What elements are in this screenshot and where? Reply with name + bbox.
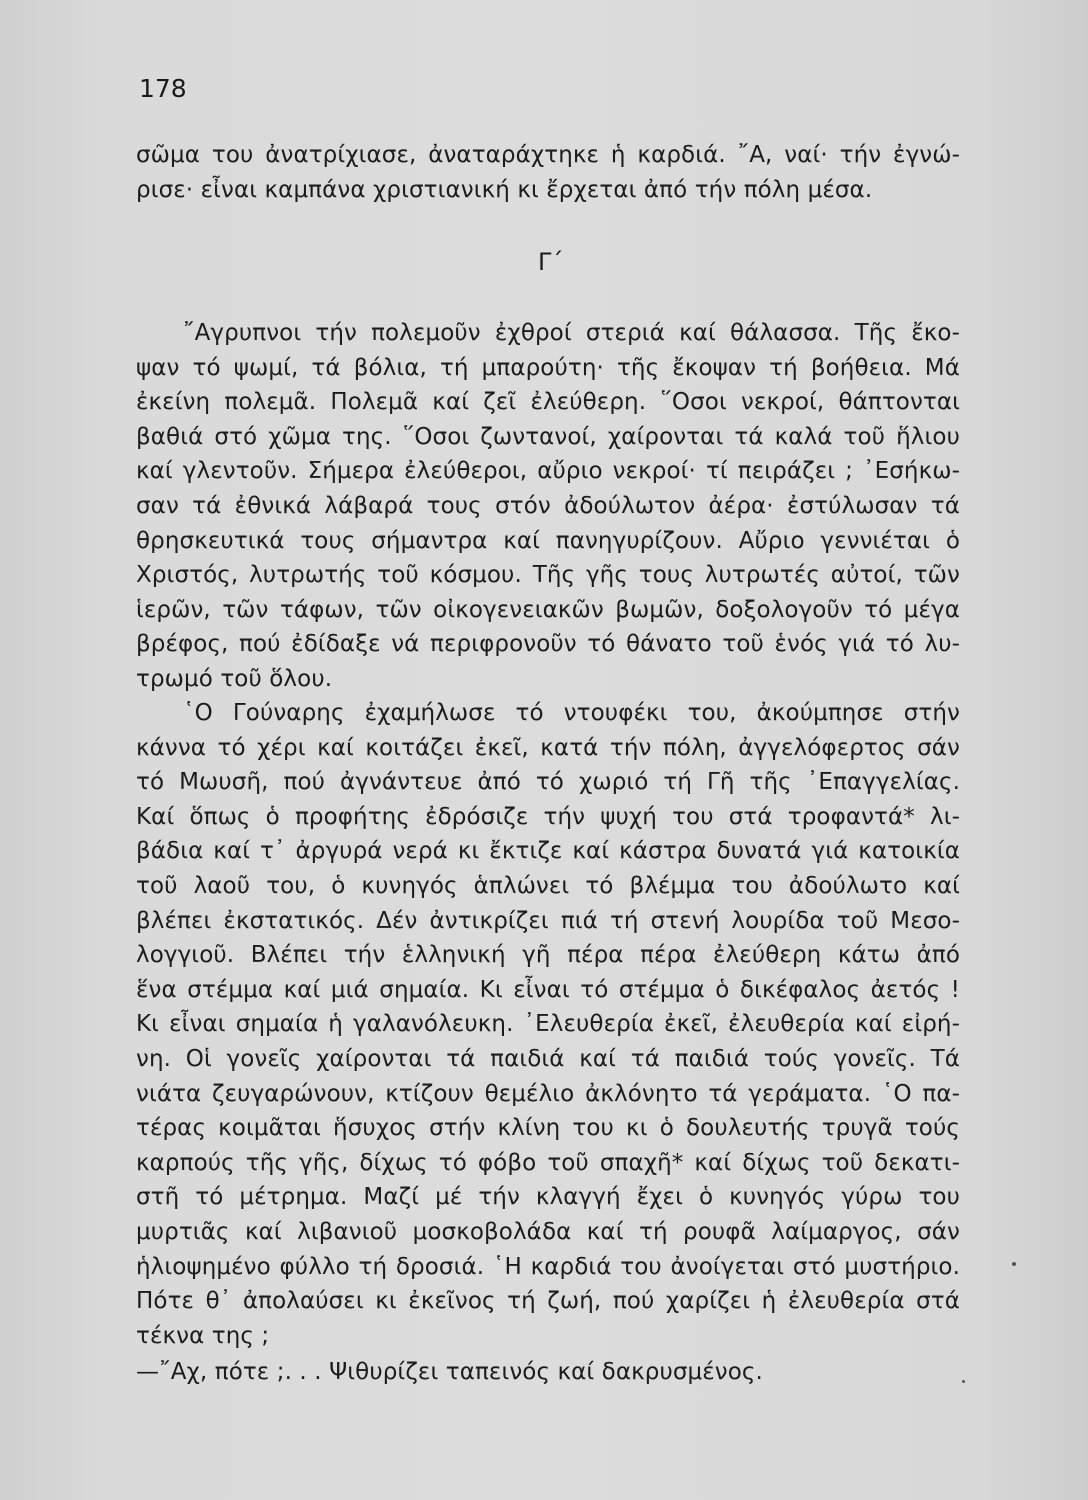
- text-line: ῎Αγρυπνοι τήν πολεμοῦν ἐχθροί στεριά καί θάλασσα. Τῆς ἔκο-: [183, 320, 960, 346]
- text-line: μυρτιᾶς καί λιβανιοῦ μοσκοβολάδα καί τή ρουφᾶ λαίμαργος, σάν: [136, 1218, 960, 1245]
- text-line: τοῦ λαοῦ του, ὁ κυνηγός ἁπλώνει τό βλέμμα του ἀδούλωτο καί: [136, 872, 960, 899]
- text-line: νιάτα ζευγαρώνουν, κτίζουν θεμέλιο ἀκλόνητο τά γεράματα. ῾Ο πα-: [136, 1080, 960, 1107]
- text-line: καρπούς τῆς γῆς, δίχως τό φόβο τοῦ σπαχῆ* καί δίχως τοῦ δεκατι-: [136, 1149, 960, 1176]
- text-line: βαθιά στό χῶμα της. ῞Οσοι ζωντανοί, χαίρονται τά καλά τοῦ ἥλιου: [136, 423, 960, 450]
- text-line: στῆ τό μέτρημα. Μαζί μέ τήν κλαγγή ἔχει ὁ κυνηγός γύρω του: [136, 1184, 960, 1211]
- text-line: ἱερῶν, τῶν τάφων, τῶν οἰκογενειακῶν βωμῶν, δοξολογοῦν τό μέγα: [136, 596, 960, 623]
- text-line: Κι εἶναι σημαία ἡ γαλανόλευκη. ᾿Ελευθερία ἐκεῖ, ἐλευθερία καί εἰρή-: [136, 1011, 960, 1038]
- text-line: σῶμα του ἀνατρίχιασε, ἀναταράχτηκε ἡ καρδιά. ῎Α, ναί· τήν ἐγνώ-: [136, 142, 960, 168]
- paragraph-2: [136, 696, 960, 1353]
- text-line: σαν τά ἐθνικά λάβαρά τους στόν ἀδούλωτον ἀέρα· ἐστύλωσαν τά: [136, 492, 960, 519]
- text-line: νη. Οἱ γονεῖς χαίρονται τά παιδιά καί τά παιδιά τούς γονεῖς. Τά: [136, 1045, 960, 1072]
- text-line: ἕνα στέμμα καί μιά σημαία. Κι εἶναι τό στέμμα ὁ δικέφαλος ἀετός !: [136, 976, 960, 1003]
- text-line: τέκνα της ;: [136, 1322, 270, 1349]
- text-line: Καί ὅπως ὁ προφήτης ἐδρόσιζε τήν ψυχή του στά τροφαντά* λι-: [136, 803, 960, 830]
- text-line: ῾Ο Γούναρης ἐχαμήλωσε τό ντουφέκι του, ἀκούμπησε στήν: [183, 700, 960, 726]
- text-line: τρωμό τοῦ ὅλου.: [136, 665, 333, 692]
- text-line: Χριστός, λυτρωτής τοῦ κόσμου. Τῆς γῆς τους λυτρωτές αὐτοί, τῶν: [136, 562, 960, 589]
- text-line: βλέπει ἐκστατικός. Δέν ἀντικρίζει πιά τή στενή λουρίδα τοῦ Μεσο-: [136, 907, 960, 934]
- text-line: ψαν τό ψωμί, τά βόλια, τή μπαρούτη· τῆς ἔκοψαν τή βοήθεια. Μά: [136, 354, 960, 381]
- text-line: τέρας κοιμᾶται ἥσυχος στήν κλίνη του κι ὁ δουλευτής τρυγᾶ τούς: [136, 1115, 960, 1142]
- paragraph-1: [136, 316, 960, 697]
- text-line: κάννα τό χέρι καί κοιτάζει ἐκεῖ, κατά τήν πόλη, ἀγγελόφερτος σάν: [136, 734, 960, 761]
- text-line: ρισε· εἶναι καμπάνα χριστιανική κι ἔρχεται ἀπό τήν πόλη μέσα.: [136, 176, 873, 203]
- page-number: 178: [139, 74, 187, 103]
- paper-speck: [1012, 1262, 1016, 1266]
- text-line: θρησκευτικά τους σήμαντρα καί πανηγυρίζουν. Αὔριο γεννιέται ὁ: [136, 527, 960, 554]
- text-line: λογγιοῦ. Βλέπει τήν ἑλληνική γῆ πέρα πέρα ἐλεύθερη κάτω ἀπό: [136, 942, 960, 969]
- paper-speck: [962, 1380, 965, 1383]
- text-line: καί γλεντοῦν. Σήμερα ἐλεύθεροι, αὔριο νεκροί· τί πειράζει ; ᾿Εσήκω-: [136, 458, 960, 485]
- section-heading: Γ΄: [538, 248, 564, 276]
- opening-text: [136, 138, 960, 207]
- text-line: βρέφος, πού ἐδίδαξε νά περιφρονοῦν τό θάνατο τοῦ ἑνός γιά τό λυ-: [136, 631, 960, 658]
- text-line: ἐκείνη πολεμᾶ. Πολεμᾶ καί ζεῖ ἐλεύθερη. ῞Οσοι νεκροί, θάπτονται: [136, 389, 960, 416]
- text-line: τό Μωυσῆ, πού ἀγνάντευε ἀπό τό χωριό τή Γῆ τῆς ᾿Επαγγελίας.: [136, 769, 960, 796]
- closing-line: —῎Αχ, πότε ;. . . Ψιθυρίζει ταπεινός καί δακρυσμένος.: [136, 1359, 763, 1385]
- text-line: βάδια καί τ᾿ ἀργυρά νερά κι ἔκτιζε καί κάστρα δυνατά γιά κατοικία: [136, 838, 960, 865]
- text-line: Πότε θ᾿ ἀπολαύσει κι ἐκεῖνος τή ζωή, πού χαρίζει ἡ ἐλευθερία στά: [136, 1288, 960, 1315]
- text-line: ἡλιοψημένο φύλλο τή δροσιά. ῾Η καρδιά του ἀνοίγεται στό μυστήριο.: [136, 1253, 960, 1280]
- closing-text: [136, 1355, 960, 1390]
